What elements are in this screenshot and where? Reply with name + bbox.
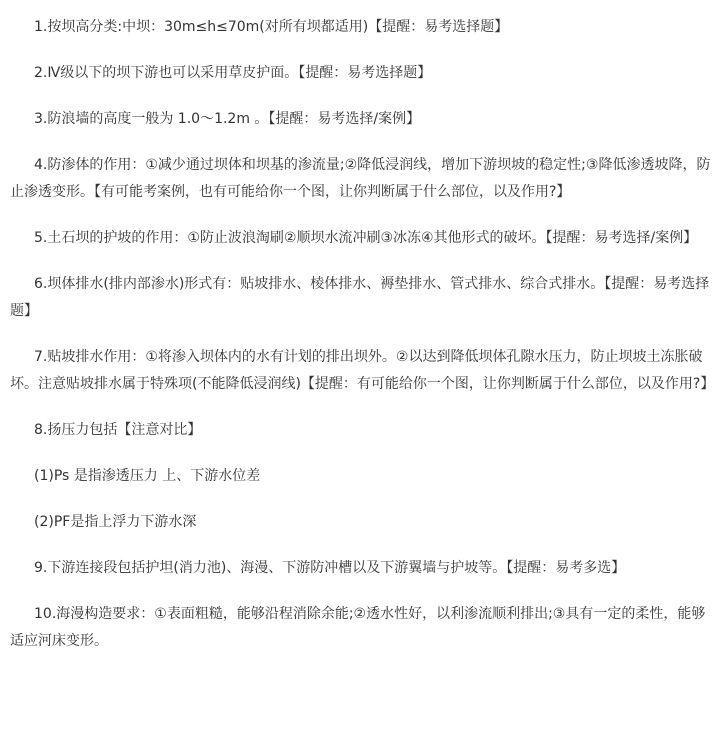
paragraph-1: 1.按坝高分类:中坝：30m≤h≤70m(对所有坝都适用)【提醒：易考选择题】 — [34, 19, 509, 35]
paragraph-11: 9.下游连接段包括护坦(消力池)、海漫、下游防冲槽以及下游翼墙与护坡等。【提醒：易考多选】 — [34, 560, 626, 576]
paragraph-4: 4.防渗体的作用：①减少通过坝体和坝基的渗流量;②降低浸润线，增加下游坝坡的稳定性;③降低渗透坡降，防止渗透变形。【有可能考案例，也有可能给你一个图，让你判断属于什么部位，以及作用?】 — [10, 157, 711, 200]
paragraph-9: (1)Ps 是指渗透压力 上、下游水位差 — [34, 468, 261, 484]
paragraph-6: 6.坝体排水(排内部渗水)形式有：贴坡排水、棱体排水、褥垫排水、管式排水、综合式排水。【提醒：易考选择题】 — [10, 276, 710, 319]
paragraph-3: 3.防浪墙的高度一般为 1.0～1.2m 。【提醒：易考选择/案例】 — [34, 111, 421, 127]
paragraph-2: 2.Ⅳ级以下的坝下游也可以采用草皮护面。【提醒：易考选择题】 — [34, 65, 432, 81]
paragraph-7: 7.贴坡排水作用：①将渗入坝体内的水有计划的排出坝外。②以达到降低坝体孔隙水压力，防止坝坡土冻胀破坏。注意贴坡排水属于特殊项(不能降低浸润线)【提醒：有可能给你一个图，让你判断属于什么部位，以及作用?】 — [10, 349, 715, 392]
paragraph-12: 10.海漫构造要求：①表面粗糙，能够沿程消除余能;②透水性好，以利渗流顺利排出;③具有一定的柔性，能够适应河床变形。 — [10, 606, 706, 649]
paragraph-10: (2)PF是指上浮力下游水深 — [34, 514, 197, 530]
paragraph-8: 8.扬压力包括【注意对比】 — [34, 422, 202, 438]
paragraph-5: 5.土石坝的护坡的作用：①防止波浪淘刷②顺坝水流冲刷③冰冻④其他形式的破坏。【提醒：易考选择/案例】 — [34, 230, 698, 246]
